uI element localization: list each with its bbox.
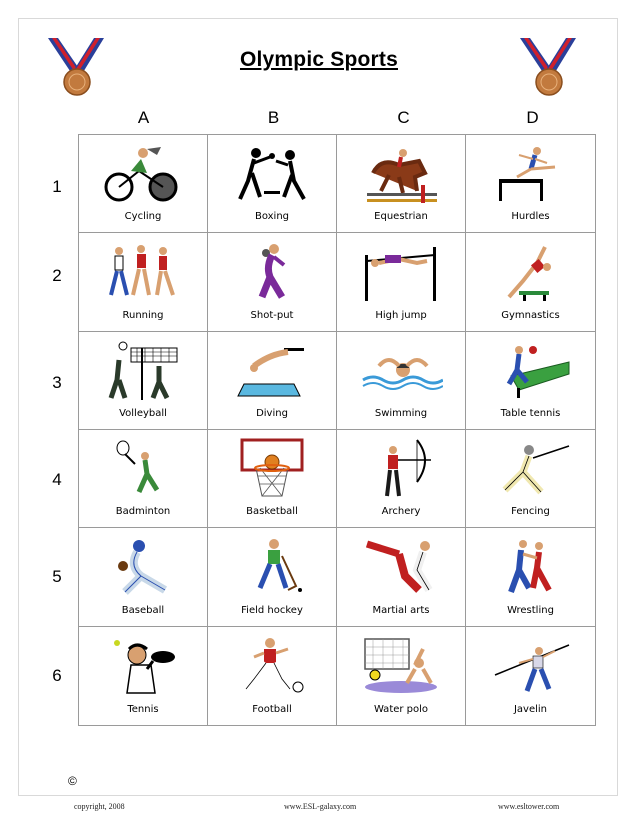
high-jump-icon (359, 241, 443, 303)
water-polo-icon (359, 635, 443, 697)
field-hockey-icon (230, 536, 314, 598)
sport-label: High jump (375, 309, 427, 321)
grid-cell (337, 430, 466, 528)
sport-label: Table tennis (500, 408, 561, 419)
sport-label: Cycling (124, 211, 162, 223)
swimming-icon (359, 340, 443, 402)
baseball-icon (101, 536, 185, 598)
sport-label: Running (122, 309, 164, 321)
sport-label: Diving (256, 408, 288, 419)
martial-arts-icon (359, 536, 443, 598)
grid-cell (466, 233, 595, 331)
copyright-symbol: © (68, 774, 77, 788)
table-tennis-icon (489, 340, 573, 402)
grid-cell (337, 135, 466, 233)
fencing-icon (489, 438, 573, 500)
grid-cell (466, 627, 595, 725)
sport-label: Badminton (115, 506, 171, 518)
grid-cell (79, 528, 208, 626)
grid-cell (337, 233, 466, 331)
badminton-icon (101, 438, 185, 500)
grid-cell (79, 233, 208, 331)
grid-cell (466, 528, 595, 626)
grid-cell (208, 627, 337, 725)
grid-cell (208, 332, 337, 430)
wrestling-icon (489, 536, 573, 598)
grid-cell (79, 135, 208, 233)
hurdles-icon (489, 143, 573, 205)
footer-copyright: copyright, 2008 (74, 802, 125, 811)
column-header-c: C (397, 108, 410, 127)
row-header-4: 4 (52, 470, 62, 489)
sport-label: Wrestling (507, 604, 554, 616)
sport-label: Football (252, 704, 292, 715)
sport-label: Shot-put (250, 309, 294, 321)
column-header-a: A (137, 108, 150, 127)
sport-label: Swimming (374, 408, 428, 419)
equestrian-icon (359, 143, 443, 205)
sport-label: Equestrian (374, 211, 428, 223)
grid-cell (208, 233, 337, 331)
sport-label: Gymnastics (501, 309, 560, 321)
row-header-3: 3 (52, 373, 62, 392)
grid-cell (208, 528, 337, 626)
sport-label: Baseball (121, 604, 165, 616)
sport-label: Basketball (246, 506, 298, 518)
cycling-icon (101, 143, 185, 205)
running-icon (101, 241, 185, 303)
grid-cell (337, 627, 466, 725)
grid-cell (208, 430, 337, 528)
grid-cell (337, 528, 466, 626)
volleyball-icon (101, 340, 185, 402)
gymnastics-icon (489, 241, 573, 303)
footer-link-esl-galaxy[interactable]: www.ESL-galaxy.com (284, 802, 357, 811)
grid-cell (79, 627, 208, 725)
column-header-d: D (526, 108, 539, 127)
grid-cell (466, 332, 595, 430)
grid-cell (79, 430, 208, 528)
sport-label: Archery (381, 506, 421, 518)
sport-label: Hurdles (511, 211, 550, 223)
archery-icon (359, 438, 443, 500)
sport-label: Javelin (513, 704, 548, 715)
grid-cell (466, 430, 595, 528)
sport-label: Fencing (511, 506, 550, 518)
tennis-icon (101, 635, 185, 697)
diving-icon (230, 340, 314, 402)
javelin-icon (489, 635, 573, 697)
football-icon (230, 635, 314, 697)
sport-label: Martial arts (372, 604, 430, 616)
sport-label: Boxing (254, 211, 290, 223)
boxing-icon (230, 143, 314, 205)
row-header-2: 2 (52, 266, 62, 285)
sport-label: Water polo (373, 704, 429, 715)
page-title: Olympic Sports (239, 48, 398, 71)
grid-cell (466, 135, 595, 233)
row-header-5: 5 (52, 567, 62, 586)
footer-link-esltower[interactable]: www.esltower.com (498, 802, 560, 811)
basketball-icon (230, 438, 314, 500)
sports-grid (78, 134, 596, 726)
grid-cell (337, 332, 466, 430)
row-header-1: 1 (52, 177, 62, 196)
sport-label: Field hockey (241, 604, 303, 616)
sport-label: Volleyball (119, 408, 167, 419)
row-header-6: 6 (52, 666, 62, 685)
grid-cell (79, 332, 208, 430)
sport-label: Tennis (127, 704, 159, 715)
column-header-b: B (267, 108, 280, 127)
grid-cell (208, 135, 337, 233)
shot-put-icon (230, 241, 314, 303)
